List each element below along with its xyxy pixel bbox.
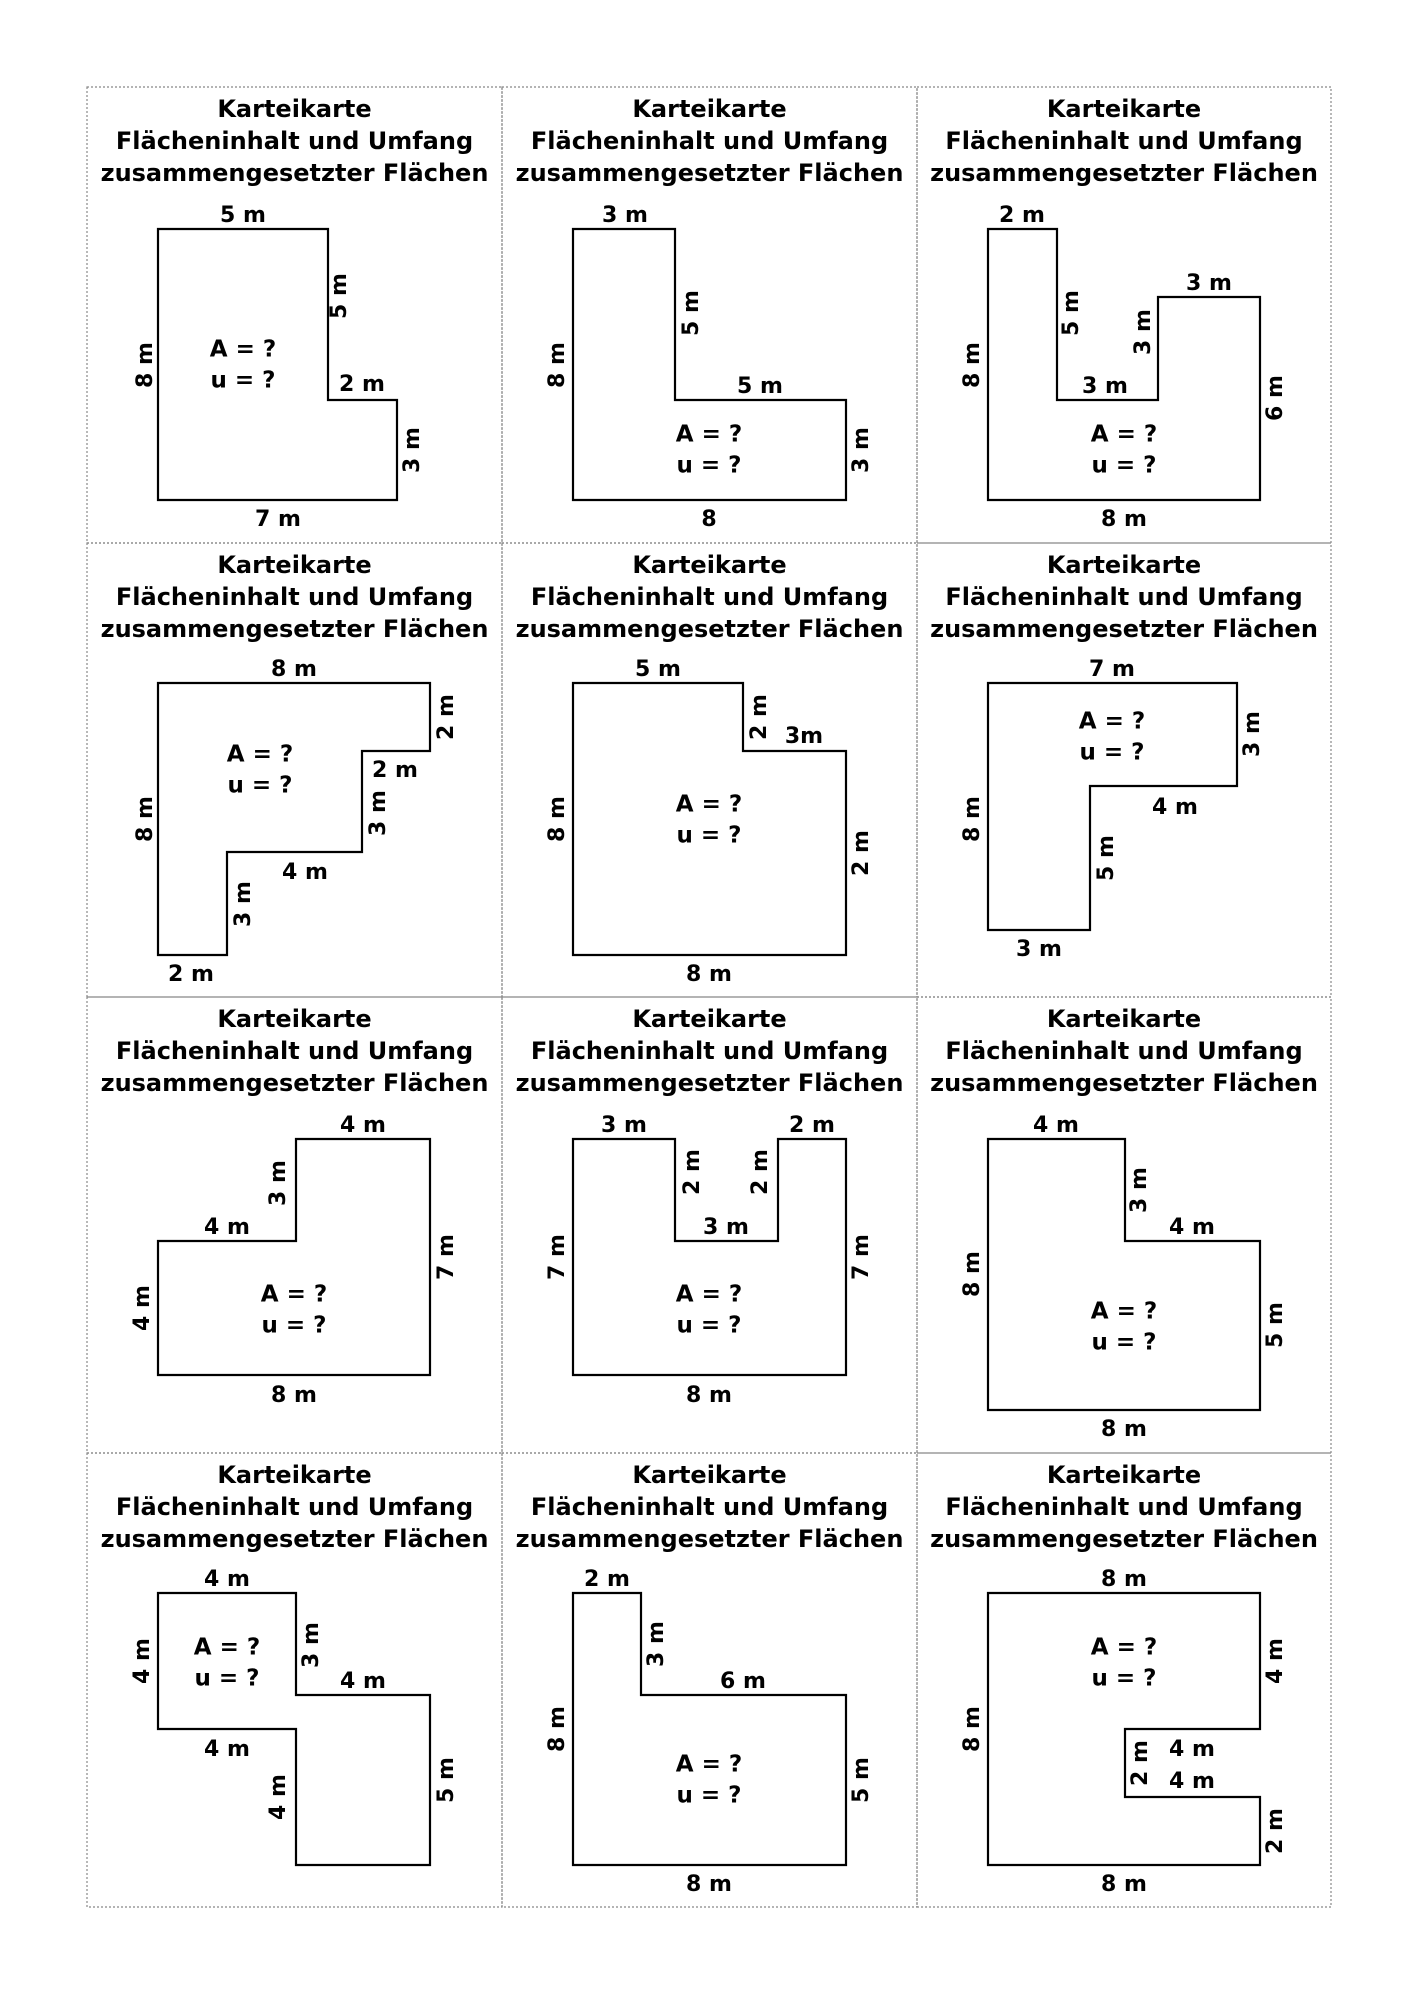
dimension-label: 8 m xyxy=(1101,1872,1147,1897)
dimension-label: 8 m xyxy=(133,796,158,842)
card-border xyxy=(502,543,917,997)
card-subheading: zusammengesetzter Flächen xyxy=(930,1525,1318,1553)
dimension-label: 8 m xyxy=(960,796,985,842)
flashcard xyxy=(101,95,489,532)
flashcard xyxy=(516,551,904,987)
dimension-label: 4 m xyxy=(130,1638,155,1684)
area-question: A = ? xyxy=(193,1634,261,1661)
card-subheading: zusammengesetzter Flächen xyxy=(930,615,1318,643)
area-question: A = ? xyxy=(675,1281,743,1308)
dimension-label: 8 m xyxy=(960,342,985,388)
card-subheading: Flächeninhalt und Umfang xyxy=(115,583,474,611)
area-question: A = ? xyxy=(675,421,743,448)
card-border xyxy=(87,87,502,543)
dimension-label: 8 m xyxy=(686,962,732,987)
flashcard xyxy=(516,95,904,532)
dimension-label: 4 m xyxy=(340,1113,386,1138)
perimeter-question: u = ? xyxy=(676,822,742,849)
card-subheading: Flächeninhalt und Umfang xyxy=(945,1493,1303,1521)
dimension-label: 4 m xyxy=(266,1774,291,1820)
dimension-label: 5 m xyxy=(1059,290,1084,336)
dimension-label: 4 m xyxy=(1169,1769,1215,1794)
dimension-label: 2 m xyxy=(584,1567,630,1592)
area-question: A = ? xyxy=(260,1281,328,1308)
perimeter-question: u = ? xyxy=(1091,452,1157,479)
dimension-label: 7 m xyxy=(849,1234,874,1280)
dimension-label: 8 m xyxy=(133,342,158,388)
flashcard xyxy=(930,1461,1318,1897)
dimension-label: 4 m xyxy=(204,1737,250,1762)
perimeter-question: u = ? xyxy=(227,772,293,799)
dimension-label: 3 m xyxy=(1082,374,1128,399)
dimension-label: 3 m xyxy=(1131,309,1156,355)
area-question: A = ? xyxy=(1090,421,1158,448)
dimension-label: 8 m xyxy=(686,1383,732,1408)
card-subheading: Flächeninhalt und Umfang xyxy=(530,1493,889,1521)
card-subheading: zusammengesetzter Flächen xyxy=(100,1069,489,1097)
dimension-label: 7 m xyxy=(255,507,301,532)
dimension-label: 8 m xyxy=(1101,507,1147,532)
dimension-label: 3 m xyxy=(299,1622,324,1668)
dimension-label: 8 m xyxy=(271,657,317,682)
card-heading: Karteikarte xyxy=(217,95,372,123)
dimension-label: 5 m xyxy=(327,273,352,319)
composite-shape xyxy=(158,229,397,500)
card-heading: Karteikarte xyxy=(1046,1005,1202,1033)
dimension-label: 5 m xyxy=(1263,1302,1288,1348)
area-question: A = ? xyxy=(1090,1298,1158,1325)
dimension-label: 4 m xyxy=(1263,1638,1288,1684)
dimension-label: 3 m xyxy=(400,427,425,473)
card-subheading: Flächeninhalt und Umfang xyxy=(115,1037,474,1065)
dimension-label: 8 m xyxy=(1101,1567,1147,1592)
card-heading: Karteikarte xyxy=(632,1461,787,1489)
dimension-label: 2 m xyxy=(1128,1740,1153,1786)
card-subheading: Flächeninhalt und Umfang xyxy=(945,583,1303,611)
card-subheading: Flächeninhalt und Umfang xyxy=(945,1037,1303,1065)
dimension-label: 7 m xyxy=(1089,657,1135,682)
dimension-label: 2 m xyxy=(339,372,385,397)
dimension-label: 2 m xyxy=(999,203,1045,228)
dimension-label: 4 m xyxy=(1033,1113,1079,1138)
dimension-label: 2 m xyxy=(789,1113,835,1138)
card-subheading: zusammengesetzter Flächen xyxy=(100,615,489,643)
dimension-label: 5 m xyxy=(737,374,783,399)
card-border xyxy=(502,1453,917,1907)
dimension-label: 5 m xyxy=(849,1757,874,1803)
area-question: A = ? xyxy=(226,741,294,768)
card-subheading: zusammengesetzter Flächen xyxy=(930,159,1318,187)
card-subheading: Flächeninhalt und Umfang xyxy=(530,583,889,611)
dimension-label: 6 m xyxy=(720,1669,766,1694)
area-question: A = ? xyxy=(675,1751,743,1778)
dimension-label: 3 m xyxy=(849,427,874,473)
dimension-label: 3 m xyxy=(644,1621,669,1667)
flashcard xyxy=(930,551,1318,962)
dimension-label: 2 m xyxy=(372,758,418,783)
composite-shape xyxy=(988,1139,1260,1410)
dimension-label: 4 m xyxy=(282,860,328,885)
dimension-label: 4 m xyxy=(340,1669,386,1694)
perimeter-question: u = ? xyxy=(1091,1329,1157,1356)
perimeter-question: u = ? xyxy=(261,1312,327,1339)
composite-shape xyxy=(158,1139,430,1375)
dimension-label: 7 m xyxy=(545,1234,570,1280)
dimension-label: 8 m xyxy=(686,1872,732,1897)
card-subheading: Flächeninhalt und Umfang xyxy=(530,127,889,155)
dimension-label: 4 m xyxy=(130,1285,155,1331)
dimension-label: 8 m xyxy=(960,1706,985,1752)
card-subheading: zusammengesetzter Flächen xyxy=(930,1069,1318,1097)
dimension-label: 2 m xyxy=(680,1149,705,1195)
dimension-label: 2 m xyxy=(747,694,772,740)
dimension-label: 4 m xyxy=(204,1215,250,1240)
dimension-label: 7 m xyxy=(434,1234,459,1280)
dimension-label: 3 m xyxy=(601,1113,647,1138)
card-heading: Karteikarte xyxy=(217,1461,372,1489)
card-subheading: zusammengesetzter Flächen xyxy=(515,615,904,643)
card-heading: Karteikarte xyxy=(632,1005,787,1033)
dimension-label: 6 m xyxy=(1263,375,1288,421)
card-heading: Karteikarte xyxy=(1046,551,1202,579)
dimension-label: 8 m xyxy=(545,342,570,388)
dimension-label: 3 m xyxy=(1240,711,1265,757)
dimension-label: 3 m xyxy=(366,790,391,836)
dimension-label: 3 m xyxy=(1186,271,1232,296)
dimension-label: 3m xyxy=(784,724,824,749)
card-subheading: zusammengesetzter Flächen xyxy=(515,1069,904,1097)
flashcard xyxy=(101,1461,489,1865)
dimension-label: 3 m xyxy=(1016,937,1062,962)
card-heading: Karteikarte xyxy=(1046,1461,1202,1489)
card-border xyxy=(917,543,1331,997)
flashcard xyxy=(101,551,489,987)
dimension-label: 2 m xyxy=(849,830,874,876)
perimeter-question: u = ? xyxy=(1079,739,1145,766)
dimension-label: 4 m xyxy=(1169,1737,1215,1762)
card-border xyxy=(87,543,502,997)
area-question: A = ? xyxy=(1090,1634,1158,1661)
card-subheading: zusammengesetzter Flächen xyxy=(100,159,489,187)
dimension-label: 8 m xyxy=(545,796,570,842)
dimension-label: 8 m xyxy=(1101,1417,1147,1442)
perimeter-question: u = ? xyxy=(210,367,276,394)
dimension-label: 3 m xyxy=(231,881,256,927)
card-heading: Karteikarte xyxy=(217,1005,372,1033)
dimension-label: 2 m xyxy=(434,694,459,740)
card-heading: Karteikarte xyxy=(217,551,372,579)
dimension-label: 8 m xyxy=(545,1706,570,1752)
dimension-label: 4 m xyxy=(1169,1215,1215,1240)
dimension-label: 8 xyxy=(701,507,717,532)
perimeter-question: u = ? xyxy=(1091,1665,1157,1692)
dimension-label: 8 m xyxy=(271,1383,317,1408)
dimension-label: 5 m xyxy=(1094,835,1119,881)
flashcard xyxy=(516,1005,904,1408)
flashcard xyxy=(516,1461,904,1897)
dimension-label: 5 m xyxy=(635,657,681,682)
card-subheading: Flächeninhalt und Umfang xyxy=(530,1037,889,1065)
dimension-label: 3 m xyxy=(703,1215,749,1240)
card-heading: Karteikarte xyxy=(632,551,787,579)
dimension-label: 4 m xyxy=(204,1567,250,1592)
flashcard xyxy=(101,1005,489,1408)
dimension-label: 2 m xyxy=(168,962,214,987)
dimension-label: 5 m xyxy=(434,1757,459,1803)
dimension-label: 3 m xyxy=(266,1160,291,1206)
card-subheading: zusammengesetzter Flächen xyxy=(515,1525,904,1553)
composite-shape xyxy=(573,1139,846,1375)
area-question: A = ? xyxy=(1078,708,1146,735)
dimension-label: 3 m xyxy=(602,203,648,228)
card-subheading: Flächeninhalt und Umfang xyxy=(115,127,474,155)
card-heading: Karteikarte xyxy=(1046,95,1202,123)
cards xyxy=(101,95,1318,1897)
composite-shape xyxy=(573,1593,846,1865)
perimeter-question: u = ? xyxy=(676,452,742,479)
card-subheading: Flächeninhalt und Umfang xyxy=(945,127,1303,155)
perimeter-question: u = ? xyxy=(194,1665,260,1692)
area-question: A = ? xyxy=(675,791,743,818)
dimension-label: 5 m xyxy=(220,203,266,228)
dimension-label: 3 m xyxy=(1127,1167,1152,1213)
flashcard xyxy=(930,1005,1318,1442)
dimension-label: 2 m xyxy=(748,1149,773,1195)
area-question: A = ? xyxy=(209,336,277,363)
dimension-label: 8 m xyxy=(960,1251,985,1297)
flashcard xyxy=(930,95,1318,532)
card-heading: Karteikarte xyxy=(632,95,787,123)
card-subheading: zusammengesetzter Flächen xyxy=(100,1525,489,1553)
card-subheading: zusammengesetzter Flächen xyxy=(515,159,904,187)
dimension-label: 5 m xyxy=(679,290,704,336)
dimension-label: 2 m xyxy=(1263,1808,1288,1854)
perimeter-question: u = ? xyxy=(676,1312,742,1339)
perimeter-question: u = ? xyxy=(676,1782,742,1809)
card-subheading: Flächeninhalt und Umfang xyxy=(115,1493,474,1521)
dimension-label: 4 m xyxy=(1152,795,1198,820)
